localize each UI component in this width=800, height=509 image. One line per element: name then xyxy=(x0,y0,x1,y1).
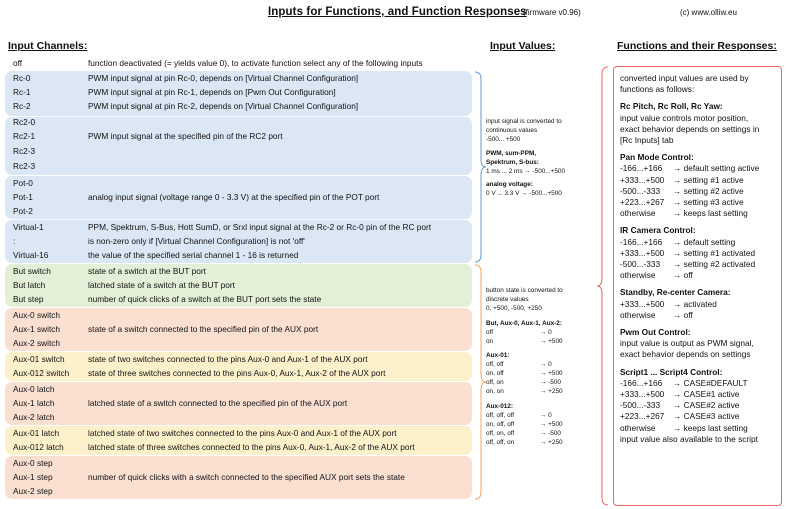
aux012-values-title: Aux-012: xyxy=(486,402,513,410)
functions-content xyxy=(620,73,759,445)
aux01-value-row: off, on → -500 xyxy=(486,379,561,387)
pot-0-name: Pot-0 xyxy=(13,178,33,188)
but-step-name: But step xyxy=(13,294,44,304)
standby-row: +333...+500 → activated xyxy=(620,298,717,309)
virtual-1-name: Virtual-1 xyxy=(13,222,44,232)
off-desc: function deactivated (= yields value 0), to activate function select any of the following inputs xyxy=(88,58,423,68)
analog-title: analog voltage: xyxy=(486,181,533,189)
pot-1-name: Pot-1 xyxy=(13,192,33,202)
virtual-desc-2: is non-zero only if [Virtual Channel Configuration] is not 'off' xyxy=(88,236,305,246)
script-row: -500...-333 → CASE#2 active xyxy=(620,400,740,411)
aux012-value-row: on, off, off → +500 xyxy=(486,420,563,428)
values-bottom xyxy=(486,287,588,448)
script-title: Script1 ... Script4 Control: xyxy=(620,366,723,377)
page-title: Inputs for Functions, and Function Responses xyxy=(268,6,527,18)
rc-1-name: Rc-1 xyxy=(13,87,31,97)
but-switch-name: But switch xyxy=(13,266,51,276)
aux-01-latch-name: Aux-01 latch xyxy=(13,428,60,438)
pwm-out-title: Pwm Out Control: xyxy=(620,327,691,338)
pwm-title-1: PWM, sum-PPM, xyxy=(486,149,537,157)
script-row: +223...+267 → CASE#3 active xyxy=(620,411,740,422)
but-latch-name: But latch xyxy=(13,280,46,290)
aux-step-desc: number of quick clicks with a switch connected to the specified AUX port sets the state xyxy=(88,472,405,482)
script-row: +333...+500 → CASE#1 active xyxy=(620,389,740,400)
ir-camera-row: -166...+166 → default setting xyxy=(620,236,736,247)
rc2-2-name: Rc2-3 xyxy=(13,146,36,156)
rc-1-desc: PWM input signal at pin Rc-1, depends on [Pwm Out Configuration] xyxy=(88,87,336,97)
aux-1-step-name: Aux-1 step xyxy=(13,472,53,482)
standby-row: otherwise → off xyxy=(620,309,693,320)
pan-mode-row: +223...+267 → setting #3 active xyxy=(620,197,744,208)
rc-function-title: Rc Pitch, Rc Roll, Rc Yaw: xyxy=(620,101,723,112)
input-channels-heading: Input Channels: xyxy=(8,40,88,52)
firmware-version: (firmware v0.96) xyxy=(523,8,581,17)
rc-0-name: Rc-0 xyxy=(13,73,31,83)
rc-2-name: Rc-2 xyxy=(13,101,31,111)
but-value-row: on → +500 xyxy=(486,337,563,345)
values-bottom-intro-1: button state is converted to xyxy=(486,287,563,294)
values-bottom-intro-3: 0, +500, -500, +250 xyxy=(486,304,542,312)
standby-title: Standby, Re-center Camera: xyxy=(620,287,731,298)
aux012-value-row: off, off, on → +250 xyxy=(486,438,563,446)
rc2-3-name: Rc2-3 xyxy=(13,161,36,171)
but-switch-desc: state of a switch at the BUT port xyxy=(88,266,206,276)
pot-desc: analog input signal (voltage range 0 - 3.3 V) at the specified pin of the POT port xyxy=(88,192,380,202)
values-bottom-intro-2: discrete values xyxy=(486,295,529,303)
rc2-desc: PWM input signal at the specified pin of the RC2 port xyxy=(88,131,283,141)
aux-switch-desc: state of a switch connected to the specified pin of the AUX port xyxy=(88,324,319,334)
pwm-out-line: exact behavior depends on settings xyxy=(620,349,751,360)
script-last-line: input value also available to the script xyxy=(620,433,758,444)
copyright: (c) www.olliw.eu xyxy=(680,8,737,17)
rc-function-line: exact behavior depends on settings in xyxy=(620,123,760,134)
ir-camera-row: otherwise → off xyxy=(620,270,693,281)
rc-2-desc: PWM input signal at pin Rc-2, depends on [Virtual Channel Configuration] xyxy=(88,101,359,111)
script-row: otherwise → keeps last setting xyxy=(620,422,748,433)
pan-mode-title: Pan Mode Control: xyxy=(620,152,694,163)
pan-mode-row: +333...+500 → setting #1 active xyxy=(620,174,744,185)
ir-camera-title: IR Camera Control: xyxy=(620,225,696,236)
virtual-16-name: Virtual-16 xyxy=(13,250,49,260)
aux01-value-row: on, off → +500 xyxy=(486,370,563,378)
values-top-intro-2: continuous values xyxy=(486,126,538,134)
virtual-desc-1: PPM, Spektrum, S-Bus, Hott SumD, or Srxl input signal at the Rc-2 or Rc-0 pin of the RC port xyxy=(88,222,432,232)
aux-01-latch-desc: latched state of two switches connected to the pins Aux-0 and Aux-1 of the AUX port xyxy=(88,428,397,438)
values-top xyxy=(486,118,588,199)
aux-012-switch-name: Aux-012 switch xyxy=(13,368,70,378)
ir-camera-row: +333...+500 → setting #1 activated xyxy=(620,247,756,258)
aux-012-latch-desc: latched state of three switches connected to the pins Aux-0, Aux-1, Aux-2 of the AUX port xyxy=(88,442,415,452)
aux-1-latch-name: Aux-1 latch xyxy=(13,398,55,408)
rc2-0-name: Rc2-0 xyxy=(13,117,36,127)
functions-intro-1: converted input values are used by xyxy=(620,73,749,83)
aux01-value-row: on, on → +250 xyxy=(486,388,563,396)
pot-2-name: Pot-2 xyxy=(13,206,33,216)
pan-mode-row: -500...-333 → setting #2 active xyxy=(620,185,744,196)
aux-2-switch-name: Aux-2 switch xyxy=(13,338,61,348)
pwm-line: 1 ms ... 2 ms → -500...+500 xyxy=(486,167,566,175)
pan-mode-row: otherwise → keeps last setting xyxy=(620,208,748,219)
virtual-desc-3: the value of the specified serial channel 1 - 16 is returned xyxy=(88,250,299,260)
rc2-1-name: Rc2-1 xyxy=(13,131,36,141)
input-values-heading: Input Values: xyxy=(490,40,556,52)
aux-01-switch-desc: state of two switches connected to the pins Aux-0 and Aux-1 of the AUX port xyxy=(88,354,368,364)
off-name: off xyxy=(13,58,23,68)
aux-012-switch-desc: state of three switches connected to the pins Aux-0, Aux-1, Aux-2 of the AUX port xyxy=(88,368,386,378)
aux012-value-row: off, on, off → -500 xyxy=(486,429,561,437)
pwm-out-line: input value is output as PWM signal, xyxy=(620,338,754,349)
rc-function-line: input value controls motor position, xyxy=(620,112,749,123)
aux01-values-title: Aux-01: xyxy=(486,352,510,360)
but-latch-desc: latched state of a switch at the BUT port xyxy=(88,280,235,290)
values-bracket xyxy=(596,66,610,506)
but-values-title: But, Aux-0, Aux-1, Aux-2: xyxy=(486,319,562,327)
rc-0-desc: PWM input signal at pin Rc-0, depends on [Virtual Channel Configuration] xyxy=(88,73,359,83)
functions-heading: Functions and their Responses: xyxy=(617,40,777,52)
but-value-row: off → 0 xyxy=(486,328,552,336)
but-step-desc: number of quick clicks of a switch at the BUT port sets the state xyxy=(88,294,322,304)
aux-0-latch-name: Aux-0 latch xyxy=(13,384,55,394)
aux-01-switch-name: Aux-01 switch xyxy=(13,354,65,364)
aux-1-switch-name: Aux-1 switch xyxy=(13,324,61,334)
pwm-title-2: Spektrum, S-bus: xyxy=(486,158,539,166)
aux-latch-desc: latched state of a switch connected to the specified pin of the AUX port xyxy=(88,398,348,408)
values-top-intro-3: -500... +500 xyxy=(486,135,521,143)
aux-2-latch-name: Aux-2 latch xyxy=(13,412,55,422)
analog-line: 0 V ... 3.3 V → -500...+500 xyxy=(486,190,562,198)
aux-0-switch-name: Aux-0 switch xyxy=(13,310,61,320)
pan-mode-row: -166...+166 → default setting active xyxy=(620,163,760,174)
virtual-colon: : xyxy=(13,236,16,246)
aux012-value-row: off, off, off → 0 xyxy=(486,411,552,419)
ir-camera-row: -500...-333 → setting #2 activated xyxy=(620,259,756,270)
rc2-group xyxy=(5,117,472,175)
aux01-value-row: off, off → 0 xyxy=(486,361,552,369)
aux-0-step-name: Aux-0 step xyxy=(13,458,53,468)
aux-012-latch-name: Aux-012 latch xyxy=(13,442,64,452)
script-row: -166...+166 → CASE#DEFAULT xyxy=(620,377,748,388)
functions-intro-2: functions as follows: xyxy=(620,84,695,95)
values-top-intro-1: input signal is converted to xyxy=(486,118,562,125)
aux-2-step-name: Aux-2 step xyxy=(13,486,53,496)
rc-function-line: [Rc Inputs] tab xyxy=(620,135,674,146)
